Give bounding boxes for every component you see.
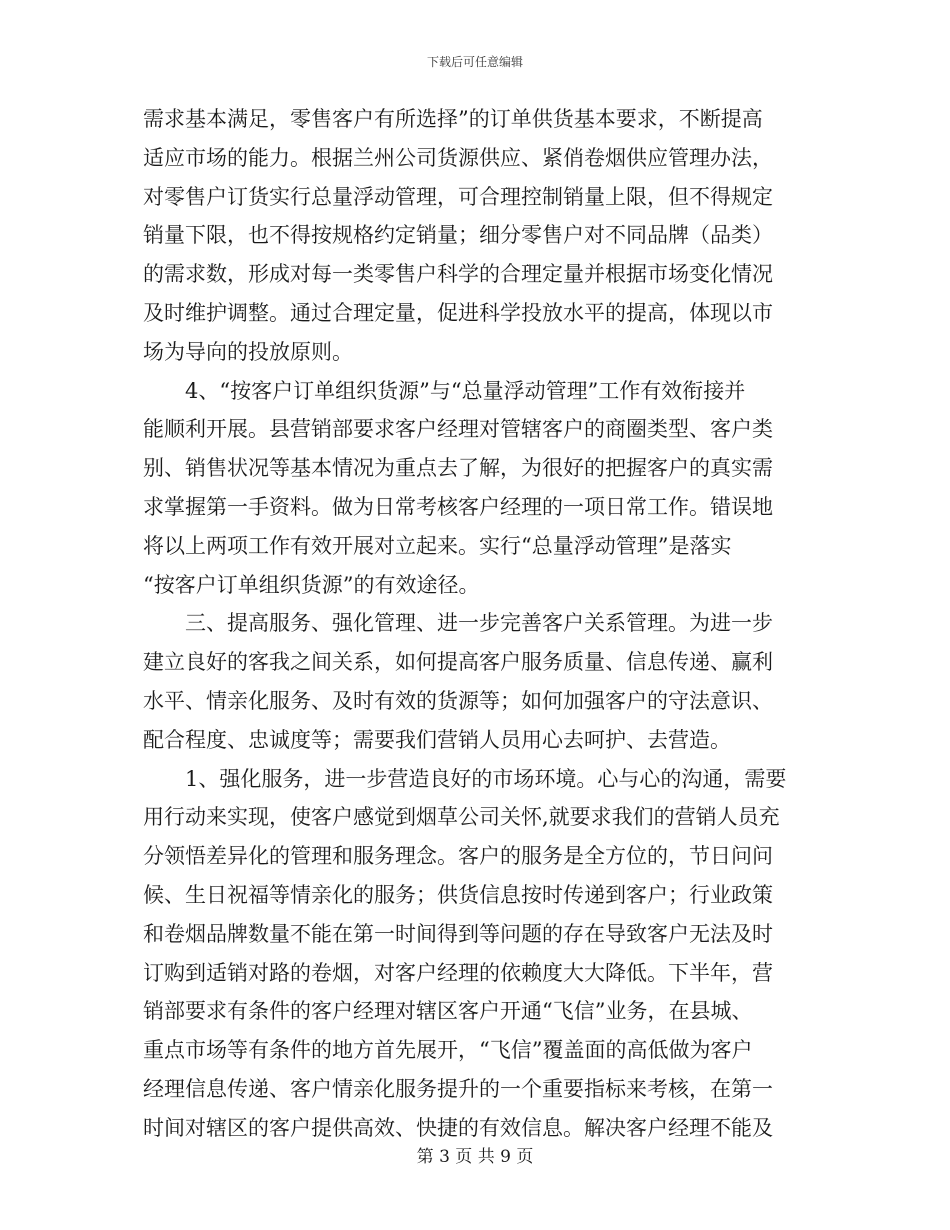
text-line: 建立良好的客我之间关系，如何提高客户服务质量、信息传递、赢利: [143, 650, 773, 675]
paragraph-start-line: 三、提高服务、强化管理、进一步完善客户关系管理。为进一步: [185, 611, 773, 636]
page-header-note: 下载后可任意编辑: [426, 55, 523, 69]
text-line: 时间对辖区的客户提供高效、快捷的有效信息。解决客户经理不能及: [143, 1115, 773, 1140]
text-line: 销量下限，也不得按规格约定销量；细分零售户对不同品牌（品类）: [143, 223, 773, 248]
text-line: 重点市场等有条件的地方首先展开，“飞信”覆盖面的高低做为客户: [143, 1038, 753, 1063]
text-line: 求掌握第一手资料。做为日常考核客户经理的一项日常工作。错误地: [143, 494, 773, 519]
text-line: 场为导向的投放原则。: [143, 339, 353, 364]
text-line: 及时维护调整。通过合理定量，促进科学投放水平的提高，体现以市: [143, 300, 773, 325]
text-line: 别、销售状况等基本情况为重点去了解，为很好的把握客户的真实需: [143, 456, 773, 481]
text-line: “按客户订单组织货源”的有效途径。: [143, 572, 480, 597]
text-line: 水平、情亲化服务、及时有效的货源等；如何加强客户的守法意识、: [143, 688, 773, 713]
text-line: 销部要求有条件的客户经理对辖区客户开通“飞信”业务，在县城、: [143, 999, 753, 1024]
text-line: 用行动来实现，使客户感觉到烟草公司关怀,就要求我们的营销人员充: [143, 805, 780, 830]
text-line: 的需求数，形成对每一类零售户科学的合理定量并根据市场变化情况: [143, 262, 773, 287]
text-line: 需求基本满足，零售客户有所选择”的订单供货基本要求，不断提高: [143, 107, 763, 131]
paragraph-start-line: 4、“按客户订单组织货源”与“总量浮动管理”工作有效衔接并: [185, 378, 746, 403]
document-body: [143, 100, 803, 1148]
text-line: 订购到适销对路的卷烟，对客户经理的依赖度大大降低。下半年，营: [143, 960, 773, 985]
paragraph-start-line: 1、强化服务，进一步营造良好的市场环境。心与心的沟通，需要: [185, 766, 787, 791]
text-line: 经理信息传递、客户情亲化服务提升的一个重要指标来考核，在第一: [143, 1076, 773, 1101]
text-line: 和卷烟品牌数量不能在第一时间得到等问题的存在导致客户无法及时: [143, 921, 773, 946]
text-line: 将以上两项工作有效开展对立起来。实行“总量浮动管理”是落实: [143, 533, 732, 558]
text-line: 配合程度、忠诚度等；需要我们营销人员用心去呵护、去营造。: [143, 727, 731, 752]
text-line: 适应市场的能力。根据兰州公司货源供应、紧俏卷烟供应管理办法，: [143, 145, 773, 170]
text-line: 候、生日祝福等情亲化的服务；供货信息按时传递到客户；行业政策: [143, 882, 773, 907]
text-line: 对零售户订货实行总量浮动管理，可合理控制销量上限，但不得规定: [143, 184, 773, 209]
page-number: 第 3 页 共 9 页: [416, 1147, 534, 1167]
text-line: 能顺利开展。县营销部要求客户经理对管辖客户的商圈类型、客户类: [143, 417, 773, 442]
text-line: 分领悟差异化的管理和服务理念。客户的服务是全方位的，节日问问: [143, 844, 773, 869]
